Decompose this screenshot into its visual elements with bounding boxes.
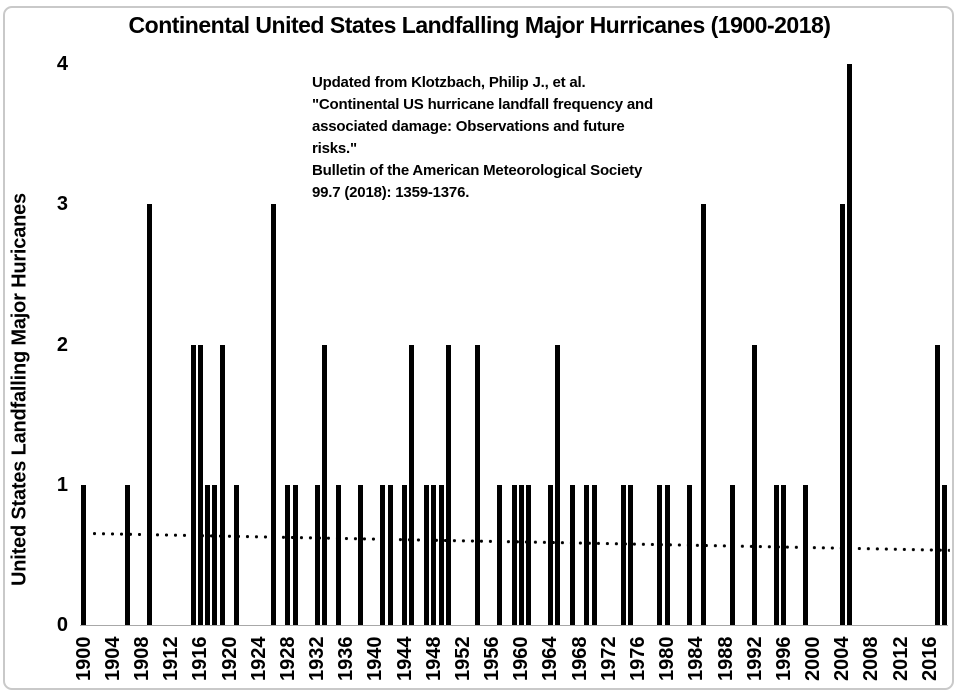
citation-line-4: Bulletin of the American Meteorological Society bbox=[312, 162, 643, 179]
x-tick-1940: 1940 bbox=[364, 636, 387, 681]
y-tick-4: 4 bbox=[56, 53, 68, 75]
x-tick-1976: 1976 bbox=[627, 636, 649, 681]
citation-line-5: 99.7 (2018): 1359-1376. bbox=[312, 184, 470, 201]
x-tick-1952: 1952 bbox=[451, 636, 474, 681]
bar-1995 bbox=[774, 485, 779, 625]
bar-2017 bbox=[935, 345, 940, 626]
bar-1964 bbox=[548, 485, 553, 625]
x-tick-2008: 2008 bbox=[860, 636, 883, 681]
bar-1989 bbox=[730, 485, 735, 625]
bar-1996 bbox=[781, 485, 786, 625]
bar-1992 bbox=[752, 345, 757, 626]
bar-1919 bbox=[220, 345, 225, 626]
x-tick-1960: 1960 bbox=[510, 636, 533, 681]
x-tick-1904: 1904 bbox=[101, 636, 124, 681]
chart-title: Continental United States Landfalling Major Hurricanes (1900-2018) bbox=[128, 12, 831, 38]
bar-1948 bbox=[431, 485, 436, 625]
x-tick-2000: 2000 bbox=[802, 636, 825, 681]
bar-1945 bbox=[409, 345, 414, 626]
bar-2005 bbox=[847, 64, 852, 625]
bar-1932 bbox=[315, 485, 320, 625]
x-tick-1964: 1964 bbox=[539, 636, 562, 681]
bar-1933 bbox=[322, 345, 327, 626]
x-tick-2016: 2016 bbox=[918, 636, 941, 681]
x-tick-2004: 2004 bbox=[831, 636, 854, 681]
bar-1967 bbox=[570, 485, 575, 625]
y-tick-0: 0 bbox=[56, 614, 68, 636]
x-tick-1924: 1924 bbox=[247, 636, 270, 681]
x-tick-1984: 1984 bbox=[685, 636, 708, 681]
bar-1965 bbox=[555, 345, 560, 626]
bar-1918 bbox=[212, 485, 217, 625]
bar-1980 bbox=[665, 485, 670, 625]
bar-1909 bbox=[147, 204, 152, 625]
x-tick-1956: 1956 bbox=[481, 636, 504, 681]
bar-1941 bbox=[380, 485, 385, 625]
x-tick-1900: 1900 bbox=[72, 636, 95, 681]
plot-area bbox=[80, 64, 948, 626]
x-tick-1988: 1988 bbox=[714, 636, 737, 681]
bar-1999 bbox=[803, 485, 808, 625]
bar-2018 bbox=[942, 485, 947, 625]
bar-1915 bbox=[191, 345, 196, 626]
x-tick-1920: 1920 bbox=[218, 636, 241, 681]
x-tick-2012: 2012 bbox=[889, 636, 912, 681]
bar-1960 bbox=[519, 485, 524, 625]
bar-1916 bbox=[198, 345, 203, 626]
y-tick-1: 1 bbox=[56, 473, 68, 496]
x-tick-1908: 1908 bbox=[131, 636, 153, 681]
bar-1975 bbox=[628, 485, 633, 625]
bar-1947 bbox=[424, 485, 429, 625]
bar-1949 bbox=[439, 485, 444, 625]
x-tick-1992: 1992 bbox=[743, 636, 766, 681]
bar-1942 bbox=[388, 485, 393, 625]
x-tick-1972: 1972 bbox=[597, 636, 620, 681]
bar-1929 bbox=[293, 485, 298, 625]
bar-1957 bbox=[497, 485, 502, 625]
bar-2004 bbox=[840, 204, 845, 625]
bar-1979 bbox=[657, 485, 662, 625]
bar-1917 bbox=[205, 485, 210, 625]
bar-1938 bbox=[358, 485, 363, 625]
y-tick-2: 2 bbox=[56, 333, 68, 356]
bar-1944 bbox=[402, 485, 407, 625]
citation-line-2: "Continental US hurricane landfall frequency and bbox=[312, 96, 653, 113]
x-tick-1932: 1932 bbox=[306, 636, 329, 681]
bar-1959 bbox=[512, 485, 517, 625]
bar-1985 bbox=[701, 204, 706, 625]
bar-1983 bbox=[687, 485, 692, 625]
bar-1969 bbox=[584, 485, 589, 625]
citation-line-3: associated damage: Observations and future risks." bbox=[312, 118, 625, 157]
x-tick-1916: 1916 bbox=[189, 636, 212, 681]
x-tick-1912: 1912 bbox=[160, 636, 183, 681]
x-tick-1948: 1948 bbox=[422, 636, 445, 681]
bar-1906 bbox=[125, 485, 130, 625]
citation-line-1: Updated from Klotzbach, Philip J., et al. bbox=[312, 74, 586, 91]
bar-1950 bbox=[446, 345, 451, 626]
bar-1926 bbox=[271, 204, 276, 625]
bar-1900 bbox=[81, 485, 86, 625]
bar-1954 bbox=[475, 345, 480, 626]
bar-1961 bbox=[526, 485, 531, 625]
x-tick-1944: 1944 bbox=[393, 636, 416, 681]
bar-1970 bbox=[592, 485, 597, 625]
bar-1935 bbox=[336, 485, 341, 625]
x-tick-1928: 1928 bbox=[276, 636, 299, 681]
x-tick-1968: 1968 bbox=[568, 636, 591, 681]
x-tick-1980: 1980 bbox=[656, 636, 679, 681]
bar-1928 bbox=[285, 485, 290, 625]
y-tick-3: 3 bbox=[56, 193, 68, 216]
y-axis-title: United States Landfalling Major Huricanes bbox=[8, 193, 31, 587]
bar-1974 bbox=[621, 485, 626, 625]
x-tick-1996: 1996 bbox=[772, 636, 795, 681]
x-tick-1936: 1936 bbox=[335, 636, 358, 681]
bar-1921 bbox=[234, 485, 239, 625]
